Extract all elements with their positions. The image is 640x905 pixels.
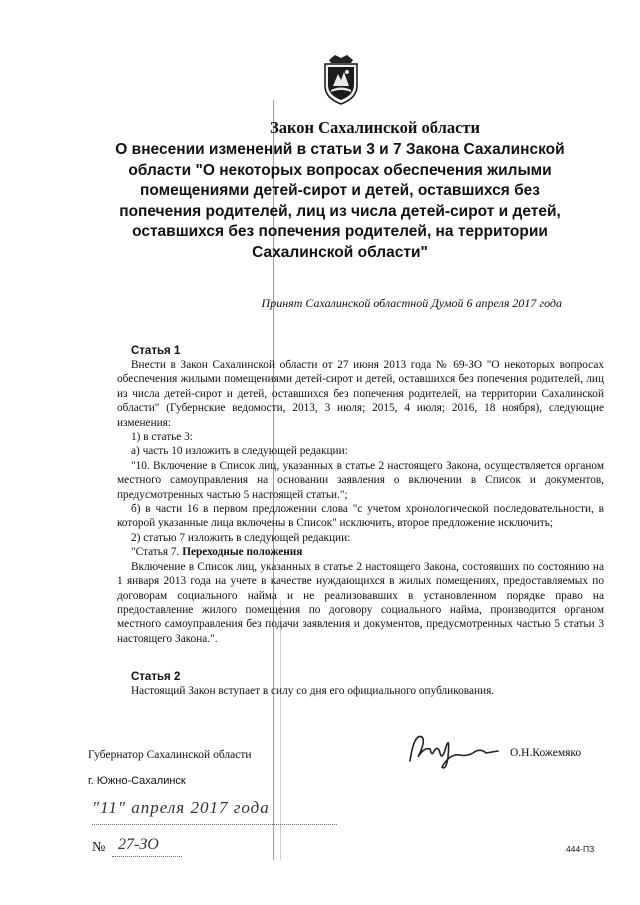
date-underline (92, 824, 337, 825)
article-2-paragraph: Настоящий Закон вступает в силу со дня его официального опубликования. (131, 685, 495, 698)
article-2-heading: Статья 2 (131, 671, 181, 684)
article-1-paragraph: б) в части 16 в первом предложении слова "с учетом хронологической последовательности, в которой указанные лица включены в Список" исключить, второе предложение исключить; (117, 503, 604, 530)
signing-date-text: "11" апреля 2017 года (92, 798, 270, 817)
law-number-text: 27-ЗО (118, 836, 159, 853)
article-7-prefix: "Статья 7. (131, 546, 183, 559)
article-1-paragraph: Внести в Закон Сахалинской области от 27 июня 2013 года № 69-ЗО "О некоторых вопросах обеспечения жилыми помещениями детей-сирот и детей, оставшихся без попечения родителей, лиц из числа детей-сирот и детей, оставшихся без попечения родителей, на территории Сахалинской области" (Губернские ведомости, 2013, 3 июля; 2015, 4 июля; 2016, 18 ноября), следующие изменения: (117, 359, 604, 429)
governor-title: Губернатор Сахалинской области (88, 749, 252, 761)
law-subject: О внесении изменений в статьи 3 и 7 Закона Сахалинской области "О некоторых вопросах обеспечения жилыми помещениями детей-сирот и детей, оставшихся без попечения родителей, лиц из числа детей-сирот и детей, оставшихся без попечения родителей, на территории Сахалинской области" (115, 141, 565, 261)
number-underline (112, 856, 182, 857)
law-name: Закон Сахалинской области (269, 118, 481, 137)
document-code: 444-ПЗ (566, 844, 595, 854)
article-1-paragraph: Включение в Список лиц, указанных в статье 2 настоящего Закона, состоявших по состоянию на 1 января 2013 года на учете в качестве нуждающихся в жилых помещениях, предоставляемых по договорам социального найма и не реализовавших в установленном порядке право на предоставление жилого помещения по договору социального найма, производится органом местного самоуправления без подачи заявления и документов, предусмотренных частью 5 статьи 3 настоящего Закона.". (117, 560, 604, 645)
law-number (92, 836, 202, 862)
handwritten-signature-icon (404, 727, 504, 775)
article-1-paragraph: а) часть 10 изложить в следующей редакции: (131, 445, 348, 458)
signer-name: О.Н.Кожемяко (510, 747, 582, 759)
sakhalin-coat-of-arms-icon (321, 52, 361, 106)
city-name: г. Южно-Сахалинск (88, 775, 186, 787)
article-7-title-line (117, 545, 604, 559)
article-1-paragraph: 2) статью 7 изложить в следующей редакции: (131, 531, 351, 544)
article-1-heading: Статья 1 (131, 345, 181, 357)
article-1-paragraph: 1) в статье 3: (131, 431, 193, 444)
law-title-block (100, 118, 580, 263)
adoption-note: Принят Сахалинской областной Думой 6 апреля 2017 года (261, 296, 562, 310)
article-7-title: Переходные положения (182, 546, 303, 559)
article-1-paragraph: "10. Включение в Список лиц, указанных в статье 2 настоящего Закона, осуществляется органом местного самоуправления на основании заявления о включении в Список и документов, предусмотренных частью 5 настоящей статьи."; (117, 459, 604, 501)
number-sign: № (92, 840, 106, 855)
law-body (117, 344, 604, 699)
signing-date (92, 798, 352, 832)
